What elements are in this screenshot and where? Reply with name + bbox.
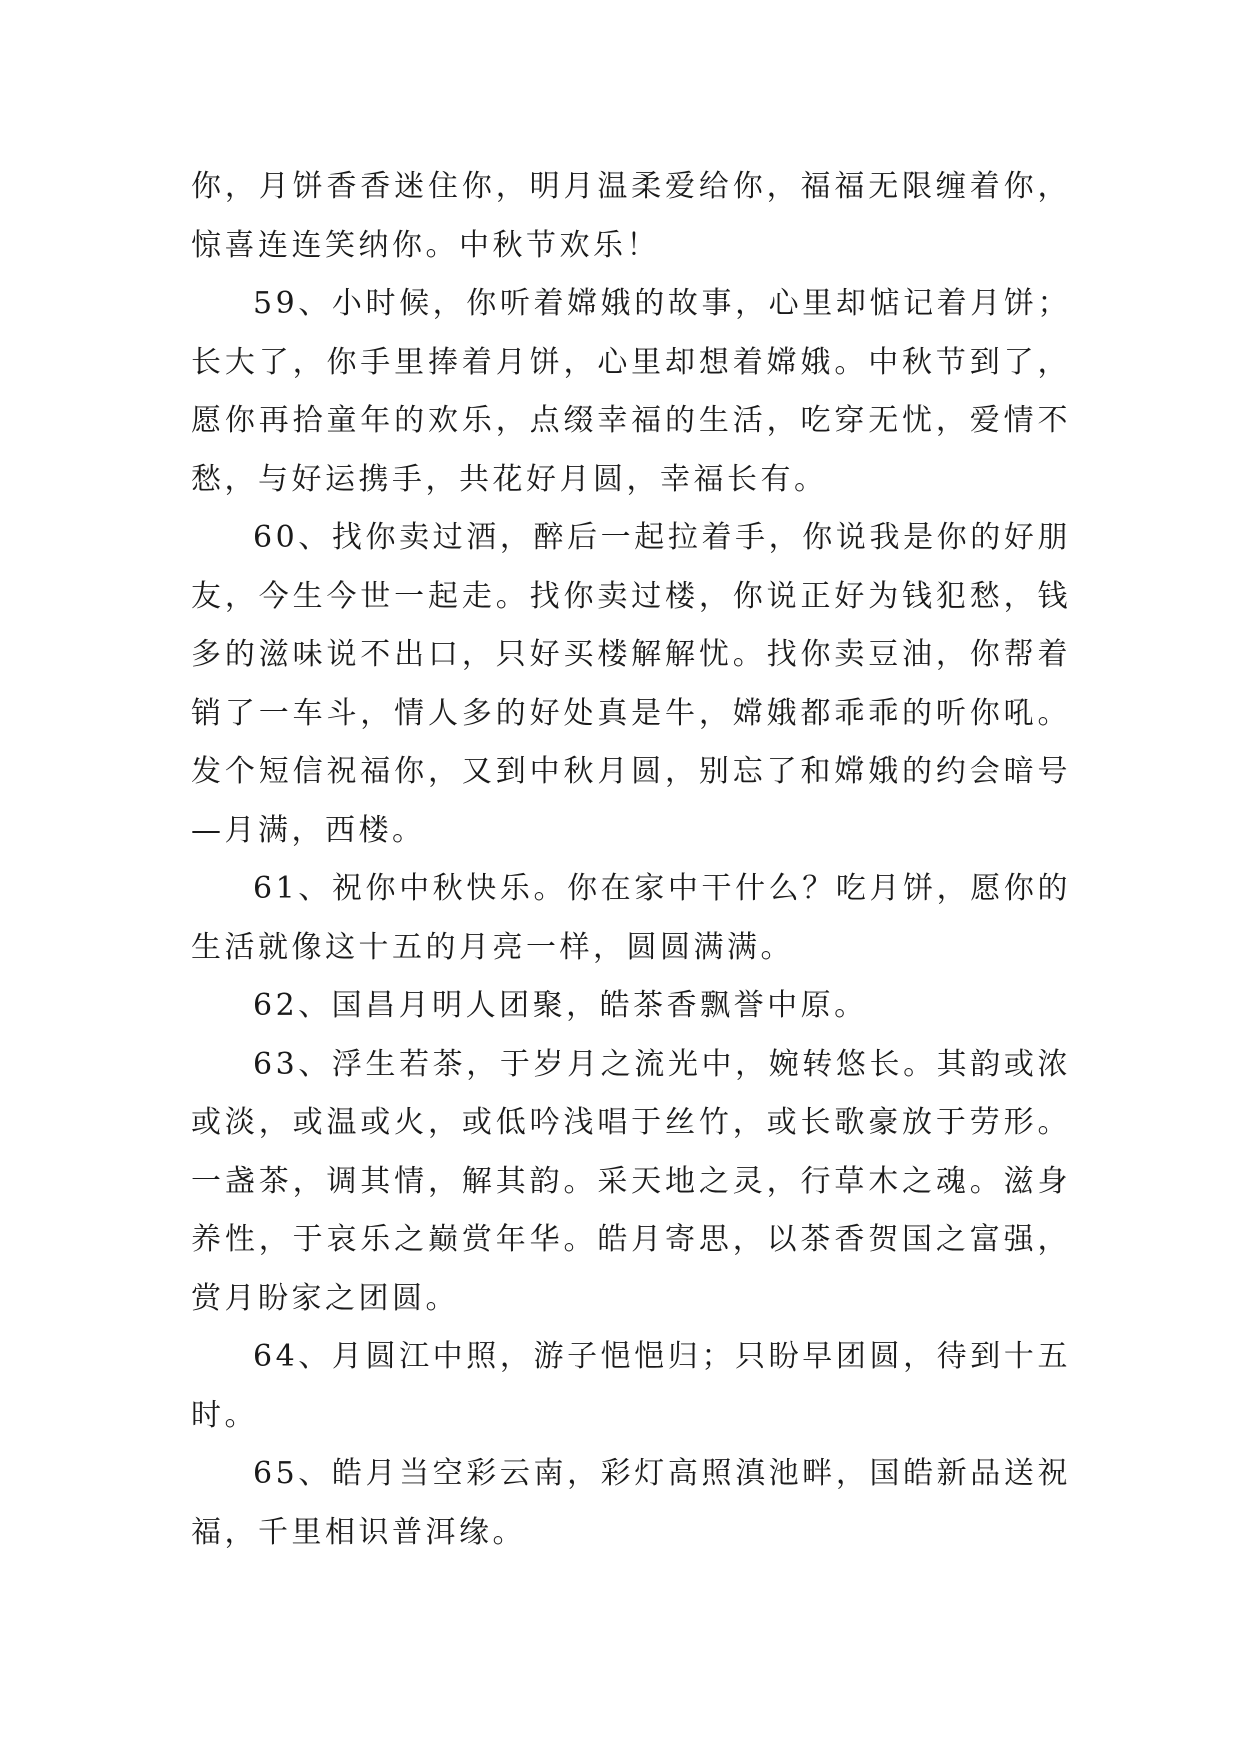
paragraph-continued: 你，月饼香香迷住你，明月温柔爱给你，福福无限缠着你，惊喜连连笑纳你。中秋节欢乐！	[191, 169, 1071, 263]
paragraph-59: 59、小时候，你听着嫦娥的故事，心里却惦记着月饼；长大了，你手里捧着月饼，心里却想着嫦娥。中秋节到了，愿你再拾童年的欢乐，点缀幸福的生活，吃穿无忧，爱情不愁，与好运携手，共花好月圆，幸福长有。	[191, 286, 1071, 497]
paragraph-64: 64、月圆江中照，游子悒悒归；只盼早团圆，待到十五时。	[191, 1339, 1071, 1433]
paragraph-62: 62、国昌月明人团聚，皓茶香飘誉中原。	[253, 988, 868, 1023]
document-body	[191, 158, 1071, 1562]
paragraph-63: 63、浮生若茶，于岁月之流光中，婉转悠长。其韵或浓或淡，或温或火，或低吟浅唱于丝竹，或长歌豪放于劳形。一盏茶，调其情，解其韵。采天地之灵，行草木之魂。滋身养性，于哀乐之巅赏年华。皓月寄思，以茶香贺国之富强，赏月盼家之团圆。	[191, 1046, 1071, 1316]
paragraph-60: 60、找你卖过酒，醉后一起拉着手，你说我是你的好朋友，今生今世一起走。找你卖过楼，你说正好为钱犯愁，钱多的滋味说不出口，只好买楼解解忧。找你卖豆油，你帮着销了一车斗，情人多的好处真是牛，嫦娥都乖乖的听你吼。发个短信祝福你，又到中秋月圆，别忘了和嫦娥的约会暗号—月满，西楼。	[191, 520, 1071, 848]
paragraph-65: 65、皓月当空彩云南，彩灯高照滇池畔，国皓新品送祝福，千里相识普洱缘。	[191, 1456, 1071, 1550]
paragraph-61: 61、祝你中秋快乐。你在家中干什么？吃月饼，愿你的生活就像这十五的月亮一样，圆圆满满。	[191, 871, 1071, 965]
